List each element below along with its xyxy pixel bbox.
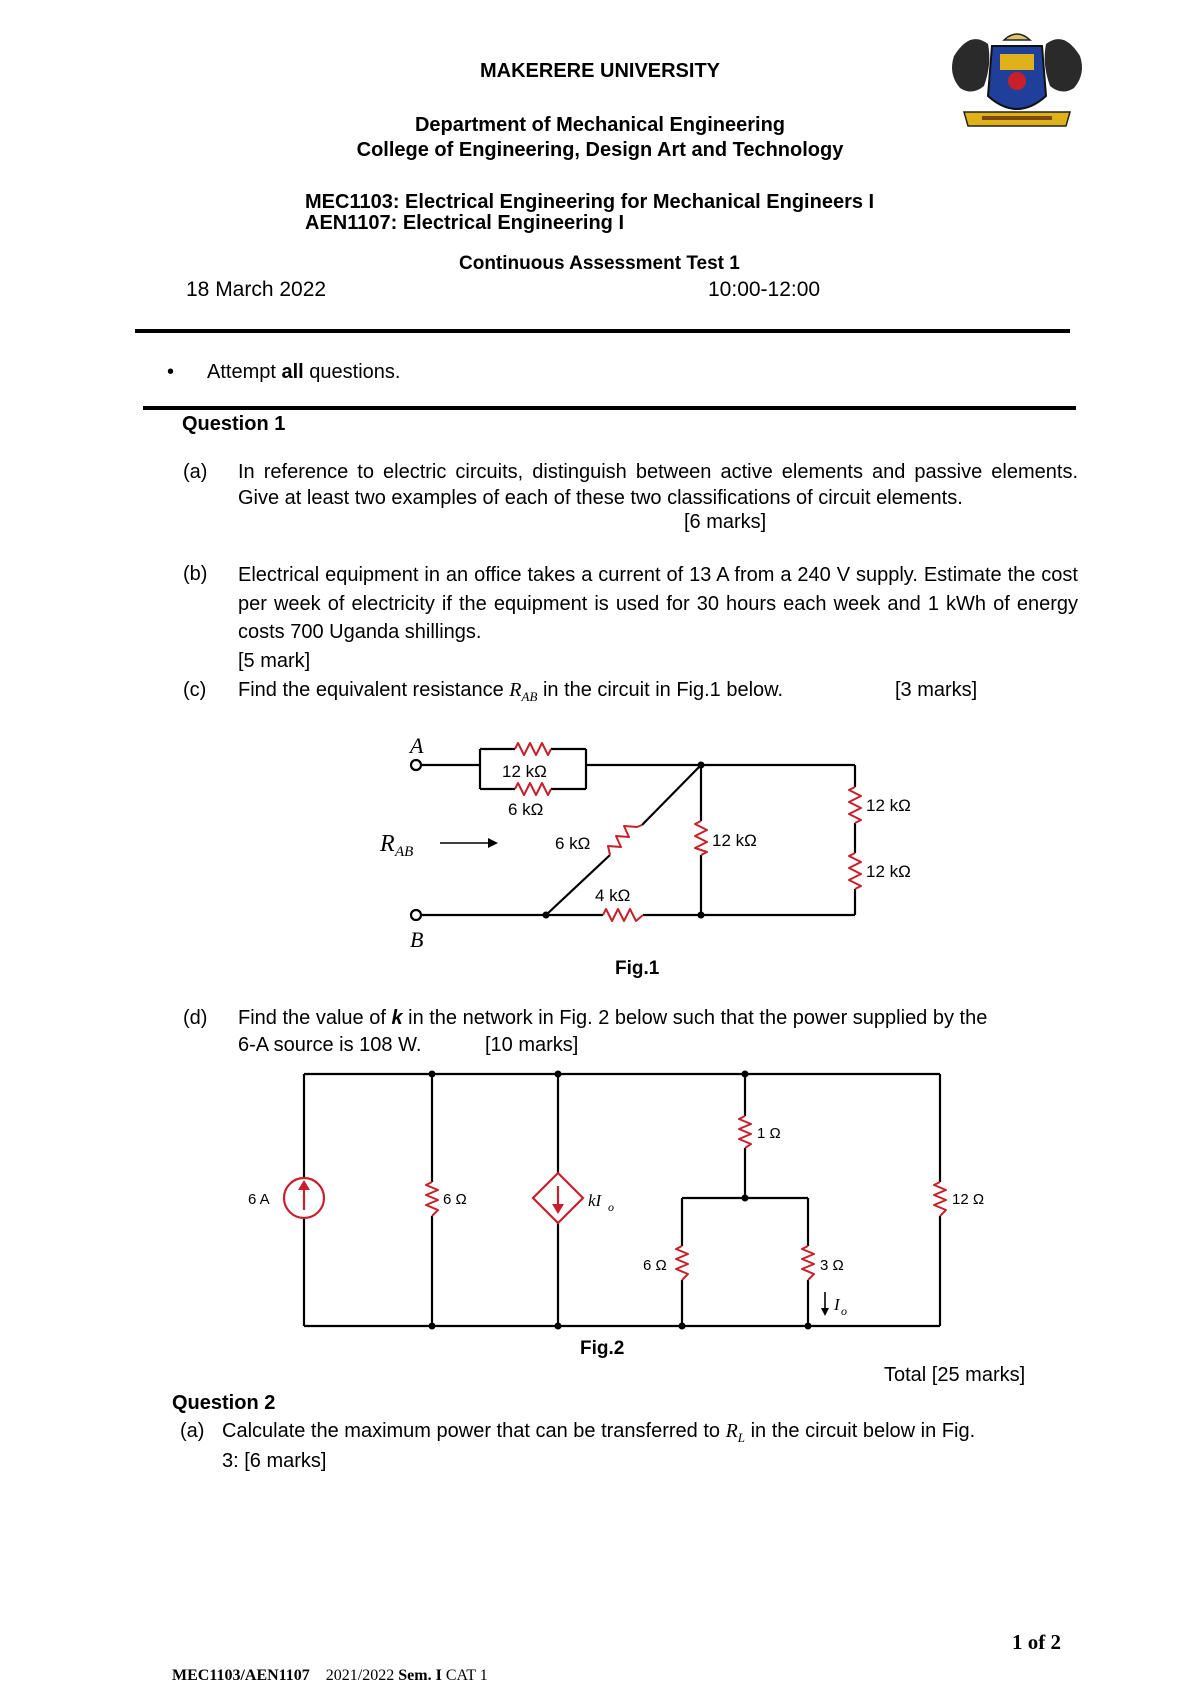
figure-2-circuit — [240, 1060, 985, 1340]
instruction-text: Attempt all questions. — [207, 361, 401, 383]
question-2-title: Question 2 — [172, 1392, 276, 1414]
instruction-divider — [143, 406, 1076, 410]
fig2-dep-sub: o — [608, 1200, 614, 1214]
fig1-r-right-upper-label: 12 kΩ — [866, 796, 911, 815]
header-divider — [135, 329, 1070, 333]
fig1-rab-sub: AB — [395, 844, 414, 860]
fig1-node-b-label: B — [410, 927, 424, 952]
fig2-io-sub: o — [841, 1304, 847, 1318]
q1c-text: Find the equivalent resistance $R_{AB}$ in the circuit in Fig.1 below. — [238, 679, 784, 704]
fig1-rab-label: R — [380, 831, 395, 857]
q1b-text: Electrical equipment in an office takes a current of 13 A from a 240 V supply. Estimate the cost per week of electricity if the equipment is used for 30 hours each week and 1 kWh of energy costs 700 Uganda shillings. — [238, 564, 1078, 643]
fig1-r-bottom-label: 4 kΩ — [595, 886, 631, 905]
fig2-r1-label: 1 Ω — [757, 1125, 781, 1142]
q1c-label: (c) — [183, 679, 207, 701]
fig1-r-diag-label: 6 kΩ — [555, 834, 591, 853]
q1d-text-line1: Find the value of k in the network in Fig. 2 below such that the power supplied by the — [238, 1007, 988, 1029]
q1d-marks: [10 marks] — [485, 1034, 579, 1056]
q1d-text-line2: 6-A source is 108 W. — [238, 1034, 422, 1056]
q2a-label: (a) — [180, 1420, 205, 1442]
fig2-r12-label: 12 Ω — [952, 1191, 985, 1208]
college-name: College of Engineering, Design Art and Technology — [356, 139, 844, 161]
q2a-text-line2: 3: [6 marks] — [222, 1450, 327, 1472]
fig1-r-right-lower-label: 12 kΩ — [866, 862, 911, 881]
question-1-title: Question 1 — [182, 413, 286, 435]
fig2-r6a-label: 6 Ω — [443, 1191, 467, 1208]
q1c-marks: [3 marks] — [895, 679, 978, 701]
course-title-mec1103: MEC1103: Electrical Engineering for Mechanical Engineers I — [305, 191, 875, 213]
fig2-source-label: 6 A — [248, 1191, 270, 1208]
department-name: Department of Mechanical Engineering — [414, 114, 786, 136]
q1a-text: In reference to electric circuits, distinguish between active elements and passive elements. Give at least two examples of each of these two classifications of circuit elements. — [238, 461, 1078, 509]
instruction-bullet: • — [167, 361, 175, 383]
figure-1-circuit — [360, 715, 940, 955]
fig2-dep-label: kI — [588, 1191, 602, 1210]
test-time: 10:00-12:00 — [708, 278, 821, 301]
fig2-r6b-label: 6 Ω — [643, 1257, 667, 1274]
course-title-aen1107: AEN1107: Electrical Engineering I — [305, 212, 625, 234]
q1b-label: (b) — [183, 563, 208, 585]
test-date: 18 March 2022 — [186, 278, 327, 301]
fig1-r-top-lower-label: 6 kΩ — [508, 800, 544, 819]
test-title: Continuous Assessment Test 1 — [459, 253, 740, 274]
fig1-node-a-label: A — [410, 733, 424, 758]
fig2-io-label: I — [834, 1295, 840, 1314]
figure-2-caption: Fig.2 — [580, 1338, 625, 1359]
fig1-r-top-upper-label: 12 kΩ — [502, 762, 547, 781]
q1d-label: (d) — [183, 1007, 208, 1029]
fig2-r3-label: 3 Ω — [820, 1257, 844, 1274]
q1b-marks: [5 mark] — [238, 650, 311, 672]
university-name: MAKERERE UNIVERSITY — [479, 60, 721, 82]
page-number: 1 of 2 — [1012, 1630, 1061, 1654]
figure-1-caption: Fig.1 — [615, 958, 660, 979]
q2a-text-line1: Calculate the maximum power that can be transferred to $R_L$ in the circuit below in Fig. — [222, 1420, 976, 1445]
footer-course-info: MEC1103/AEN1107 2021/2022 Sem. I CAT 1 — [172, 1667, 488, 1684]
q1a-label: (a) — [183, 461, 208, 483]
question-1-total: Total [25 marks] — [884, 1364, 1026, 1386]
q1a-marks: [6 marks] — [684, 511, 767, 533]
fig1-r-mid-label: 12 kΩ — [712, 831, 757, 850]
